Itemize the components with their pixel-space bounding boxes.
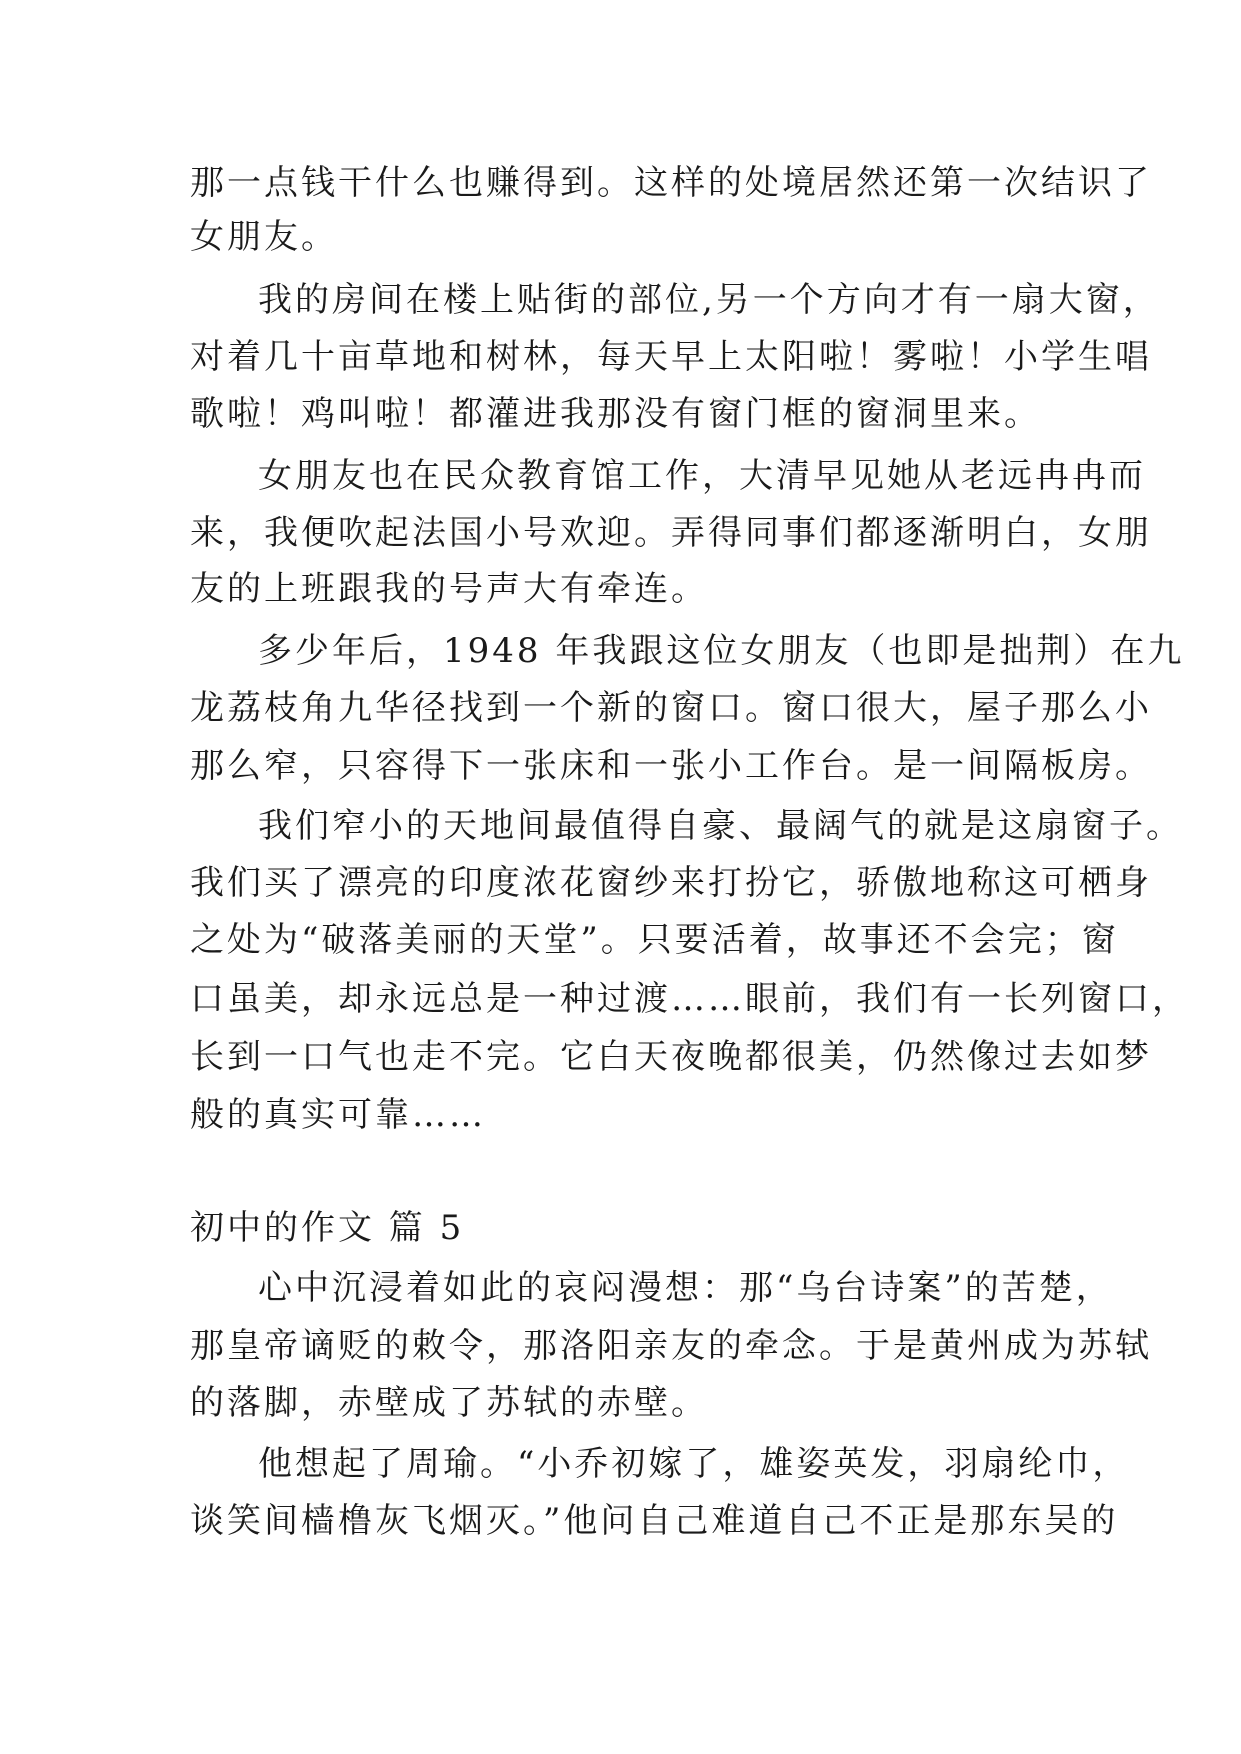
text-line: 之处为“破落美丽的天堂”。只要活着，故事还不会完；窗 [190,920,1119,960]
text-line: 多少年后，1948 年我跟这位女朋友（也即是拙荆）在九 [258,631,1185,671]
text-line: 他想起了周瑜。“小乔初嫁了，雄姿英发，羽扇纶巾， [258,1444,1130,1484]
text-line: 的落脚，赤壁成了苏轼的赤壁。 [190,1383,708,1423]
text-line: 长到一口气也走不完。它白天夜晚都很美，仍然像过去如梦 [190,1037,1152,1077]
text-line: 我们窄小的天地间最值得自豪、最阔气的就是这扇窗子。 [258,806,1183,846]
text-line: 对着几十亩草地和树林，每天早上太阳啦！雾啦！小学生唱 [190,337,1152,377]
text-line: 那皇帝谪贬的敕令，那洛阳亲友的牵念。于是黄州成为苏轼 [190,1326,1152,1366]
text-line: 龙荔枝角九华径找到一个新的窗口。窗口很大，屋子那么小 [190,688,1152,728]
text-line: 谈笑间樯橹灰飞烟灭。”他问自己难道自己不正是那东吴的 [190,1501,1119,1541]
text-line: 般的真实可靠…… [190,1095,486,1135]
text-line: 我的房间在楼上贴街的部位,另一个方向才有一扇大窗， [258,280,1160,320]
text-line: 心中沉浸着如此的哀闷漫想：那“乌台诗案”的苦楚， [258,1268,1113,1308]
text-line: 口虽美，却永远总是一种过渡……眼前，我们有一长列窗口， [190,979,1189,1019]
text-line: 女朋友也在民众教育馆工作，大清早见她从老远冉冉而 [258,456,1146,496]
text-line: 女朋友。 [190,217,338,257]
text-line: 那一点钱干什么也赚得到。这样的处境居然还第一次结识了 [190,163,1152,203]
text-line: 来，我便吹起法国小号欢迎。弄得同事们都逐渐明白，女朋 [190,513,1152,553]
text-line: 歌啦！鸡叫啦！都灌进我那没有窗门框的窗洞里来。 [190,394,1041,434]
text-line: 友的上班跟我的号声大有牵连。 [190,569,708,609]
text-line: 那么窄，只容得下一张床和一张小工作台。是一间隔板房。 [190,746,1152,786]
section-heading: 初中的作文 篇 5 [190,1208,465,1248]
text-line: 我们买了漂亮的印度浓花窗纱来打扮它，骄傲地称这可栖身 [190,863,1152,903]
